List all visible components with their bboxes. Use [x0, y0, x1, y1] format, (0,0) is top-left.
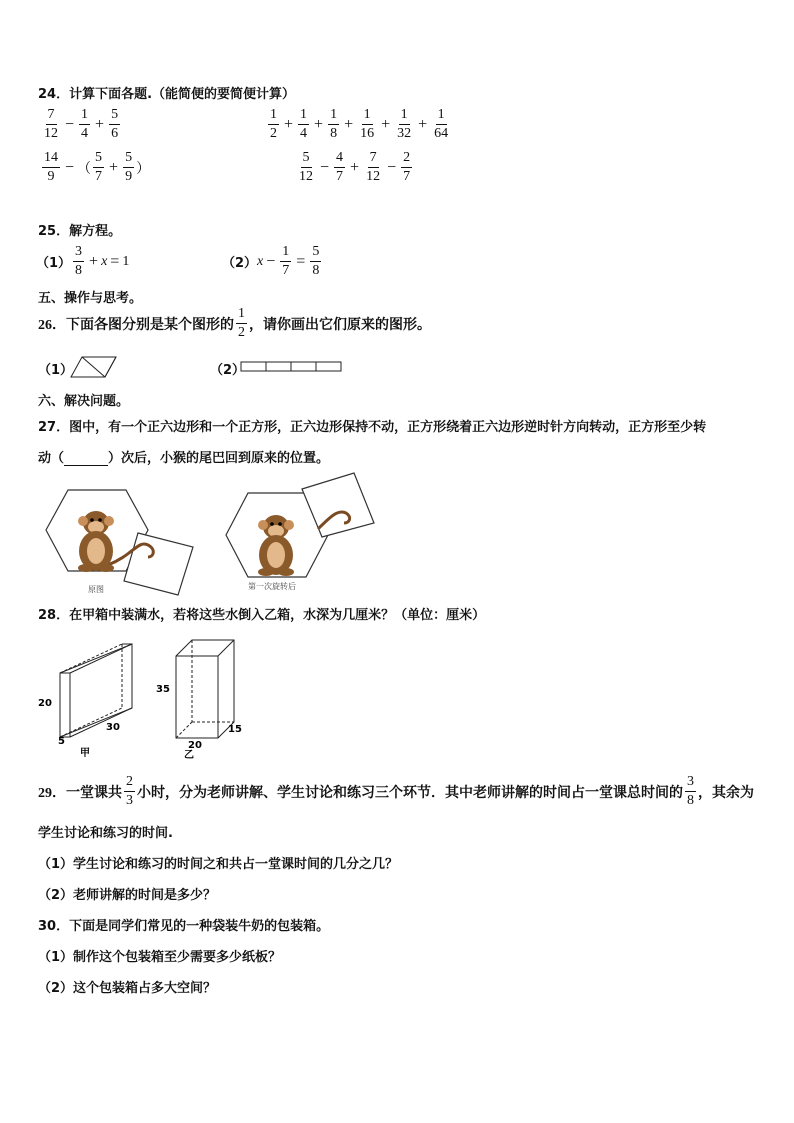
q27-rotated-figure	[218, 465, 388, 597]
q28-box-yi	[152, 636, 252, 760]
q28-yi-width: 15	[228, 724, 242, 735]
q26-parallelogram-figure	[70, 354, 120, 380]
q28-yi-name: 乙	[184, 750, 194, 760]
q24-expr-2: $\frac{1}{2}$ + $\frac{1}{4}$ + $\frac{1}{8}$ + $\frac{1}{16}$ + $\frac{1}{32}$ + $\frac{1}{64}$	[270, 107, 449, 141]
q27-caption-rotated: 第一次旋转后	[248, 582, 296, 591]
section-five-heading: 五、操作与思考。	[38, 291, 143, 306]
q28-yi-length: 20	[188, 740, 202, 751]
q29-line-2: 学生讨论和练习的时间.	[38, 826, 173, 841]
q27-answer-blank[interactable]	[64, 453, 108, 466]
q29-line-1: 29．一堂课共 $\frac{2}{3}$ 小时，分为老师讲解、学生讨论和练习三个环节．其中老师讲解的时间占一堂课总时间的 $\frac{3}{8}$ ，其余为	[38, 774, 754, 808]
q28-jia-width: 5	[58, 736, 65, 747]
q28-jia-name: 甲	[80, 748, 90, 759]
q25-equation-2: （2） x − $\frac{1}{7}$ = $\frac{5}{8}$	[222, 244, 320, 278]
q29-sub-1: （1）学生讨论和练习的时间之和共占一堂课时间的几分之几？	[38, 857, 399, 872]
q30-sub-2: （2）这个包装箱占多大空间？	[38, 981, 217, 996]
q28-jia-length: 30	[106, 722, 120, 733]
q27-original-figure	[38, 485, 198, 597]
q24-expr-4: $\frac{5}{12}$ − $\frac{4}{7}$ + $\frac{7}{12}$ − $\frac{2}{7}$	[299, 150, 411, 184]
section-six-heading: 六、解决问题。	[38, 394, 130, 409]
q26-label-1: （1）	[38, 363, 74, 378]
q26-title: 26．下面各图分别是某个图形的 $\frac{1}{2}$ ，请你画出它们原来的图形。	[38, 306, 431, 340]
q27-line-1: 27．图中，有一个正六边形和一个正方形，正六边形保持不动，正方形绕着正六边形逆时针方向转动，正方形至少转	[38, 420, 707, 435]
q27-caption-original: 原图	[88, 585, 104, 594]
q26-strip-figure	[240, 360, 344, 374]
q24-expr-3: $\frac{14}{9}$ − （ $\frac{5}{7}$ + $\frac{5}{9}$ ）	[44, 150, 151, 184]
q30-sub-1: （1）制作这个包装箱至少需要多少纸板？	[38, 950, 282, 965]
q26-label-2: （2）	[210, 363, 246, 378]
q29-sub-2: （2）老师讲解的时间是多少？	[38, 888, 217, 903]
q24-expr-1: $\frac{7}{12}$ − $\frac{1}{4}$ + $\frac{5}{6}$	[44, 107, 119, 141]
q25-title: 25．解方程。	[38, 224, 122, 239]
q28-box-jia	[36, 636, 146, 760]
q27-line-2: 动（ ）次后，小猴的尾巴回到原来的位置。	[38, 451, 330, 466]
q28-yi-height: 35	[156, 684, 170, 695]
q28-title: 28．在甲箱中装满水，若将这些水倒入乙箱，水深为几厘米？（单位：厘米）	[38, 608, 486, 623]
q30-title: 30．下面是同学们常见的一种袋装牛奶的包装箱。	[38, 919, 330, 934]
q25-equation-1: （1） $\frac{3}{8}$ + x = 1	[36, 244, 130, 278]
q28-jia-height: 20	[38, 698, 52, 709]
q24-title: 24．计算下面各题.（能简便的要简便计算）	[38, 87, 296, 102]
